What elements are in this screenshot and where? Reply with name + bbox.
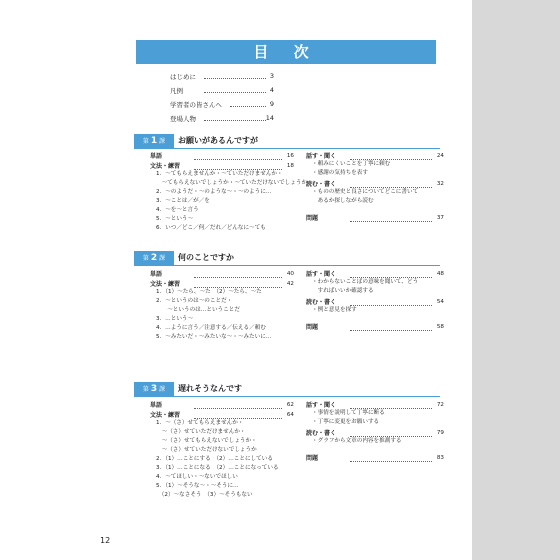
intro-label: はじめに (170, 73, 196, 81)
skill-item: ・わからないことばの意味を聞いて、どう (312, 279, 419, 285)
grammar-item: 〜（さ）せていただけないでしょうか (156, 447, 257, 453)
grammar-item: 4．…ように言う／注意する／伝える／頼む (156, 325, 266, 331)
leader-dots (204, 120, 266, 121)
lesson-left-column (150, 152, 308, 235)
toc-row: 文法・練習 42 (150, 281, 294, 288)
intro-list (170, 70, 274, 126)
intro-page: 3 (269, 72, 274, 80)
lesson-number-badge: 第 2 課 (134, 251, 174, 265)
intro-page: 9 (269, 100, 274, 108)
toc-row: 話す・聞く 72 (306, 402, 444, 409)
grammar-item: 2．（1）…ことにする （2）…ことにしている (156, 456, 273, 462)
toc-row: 読む・書く 54 (306, 299, 444, 306)
toc-row: 読む・書く 79 (306, 430, 444, 437)
toc-row: 話す・聞く 48 (306, 271, 444, 278)
toc-row: 問題 37 (306, 215, 444, 222)
grammar-item: 1．〜てもらえませんか・〜ていただけませんか・ (156, 171, 283, 177)
toc-row: 文法・練習 64 (150, 412, 294, 419)
grammar-item: 1．〜（さ）せてもらえませんか・ (156, 420, 244, 426)
intro-row (170, 112, 274, 126)
lesson-left-column (150, 270, 294, 344)
grammar-item: 5．（1）〜そうな〜・〜そうに… (156, 483, 239, 489)
toc-row: 問題 83 (306, 455, 444, 462)
grammar-item: 3．…という〜 (156, 316, 194, 322)
skill-item: ・事情を説明して丁寧に断る (312, 410, 385, 416)
page-number: 12 (100, 536, 111, 545)
leader-dots (204, 92, 266, 93)
grammar-item: 4．〜てほしい・〜ないでほしい (156, 474, 238, 480)
skill-item: ・丁寧に変更をお願いする (312, 419, 380, 425)
lesson-number-badge: 第 1 課 (134, 134, 174, 148)
lesson-title: 遅れそうなんです (178, 384, 242, 393)
intro-page: 4 (269, 86, 274, 94)
lesson-header (134, 382, 440, 396)
intro-label: 登場人物 (170, 115, 196, 123)
lesson-title: 何のことですか (178, 253, 234, 262)
intro-page: 14 (265, 114, 274, 122)
grammar-item: 〜てもらえないでしょうか・〜ていただけないでしょうか (156, 180, 308, 186)
skill-item: ・例と意見を探す (312, 307, 357, 313)
lesson-left-column (150, 401, 294, 502)
grammar-item: 5．〜という〜 (156, 216, 194, 222)
intro-label: 学習者の皆さんへ (170, 101, 222, 109)
skill-item: あるか探しながら読む (312, 198, 374, 204)
toc-row: 単語 40 (150, 271, 294, 278)
divider (134, 396, 440, 397)
toc-row: 読む・書く 32 (306, 181, 444, 188)
grammar-item: 1．（1）〜たら、〜た （2）〜たら、〜た (156, 289, 262, 295)
lesson-title: お願いがあるんですが (178, 136, 258, 145)
toc-row: 話す・聞く 24 (306, 153, 444, 160)
grammar-item: 〜（さ）せていただけませんか・ (156, 429, 246, 435)
lesson-header (134, 134, 440, 148)
grammar-item: 3．〜ことは／が／を (156, 198, 210, 204)
divider (134, 265, 440, 266)
grammar-item: 〜というのは…ということだ (156, 307, 240, 313)
skill-item: ・グラフから文章の内容を推測する (312, 438, 402, 444)
skill-item: すればいいか確認する (312, 288, 374, 294)
lesson-number-badge: 第 3 課 (134, 382, 174, 396)
toc-row: 単語 16 (150, 153, 294, 160)
grammar-item: 6．いつ／どこ／何／だれ／どんなに〜ても (156, 225, 266, 231)
lesson-right-column (306, 401, 444, 464)
toc-row: 問題 58 (306, 324, 444, 331)
leader-dots (230, 106, 266, 107)
lesson-right-column (306, 270, 444, 333)
intro-row (170, 98, 274, 112)
skill-item: ・感謝の気持ちを表す (312, 170, 368, 176)
grammar-item: 2．〜というのは〜のことだ・ (156, 298, 233, 304)
grammar-item: 5．〜みたいだ・〜みたいな〜・〜みたいに… (156, 334, 272, 340)
grammar-item: 2．〜のようだ・〜のような〜・〜のように… (156, 189, 272, 195)
grammar-item: 3．（1）…ことになる （2）…ことになっている (156, 465, 279, 471)
grammar-item: 4．〜を〜と言う (156, 207, 199, 213)
leader-dots (204, 78, 266, 79)
skill-item: ・頼みにくいことを丁寧に頼む (312, 161, 391, 167)
intro-row (170, 84, 274, 98)
toc-row: 文法・練習 18 (150, 163, 294, 170)
intro-label: 凡例 (170, 87, 183, 95)
divider (134, 148, 440, 149)
page-title: 目 次 (136, 40, 436, 64)
grammar-item: 〜（さ）せてもらえないでしょうか・ (156, 438, 257, 444)
toc-row: 単語 62 (150, 402, 294, 409)
background-edge (472, 0, 560, 560)
intro-row (170, 70, 274, 84)
grammar-item: （2）〜なさそう （3）〜そうもない (156, 492, 253, 498)
skill-item: ・ものの歴史と良さについてどこに書いて (312, 189, 419, 195)
lesson-header (134, 251, 440, 265)
lesson-right-column (306, 152, 444, 224)
